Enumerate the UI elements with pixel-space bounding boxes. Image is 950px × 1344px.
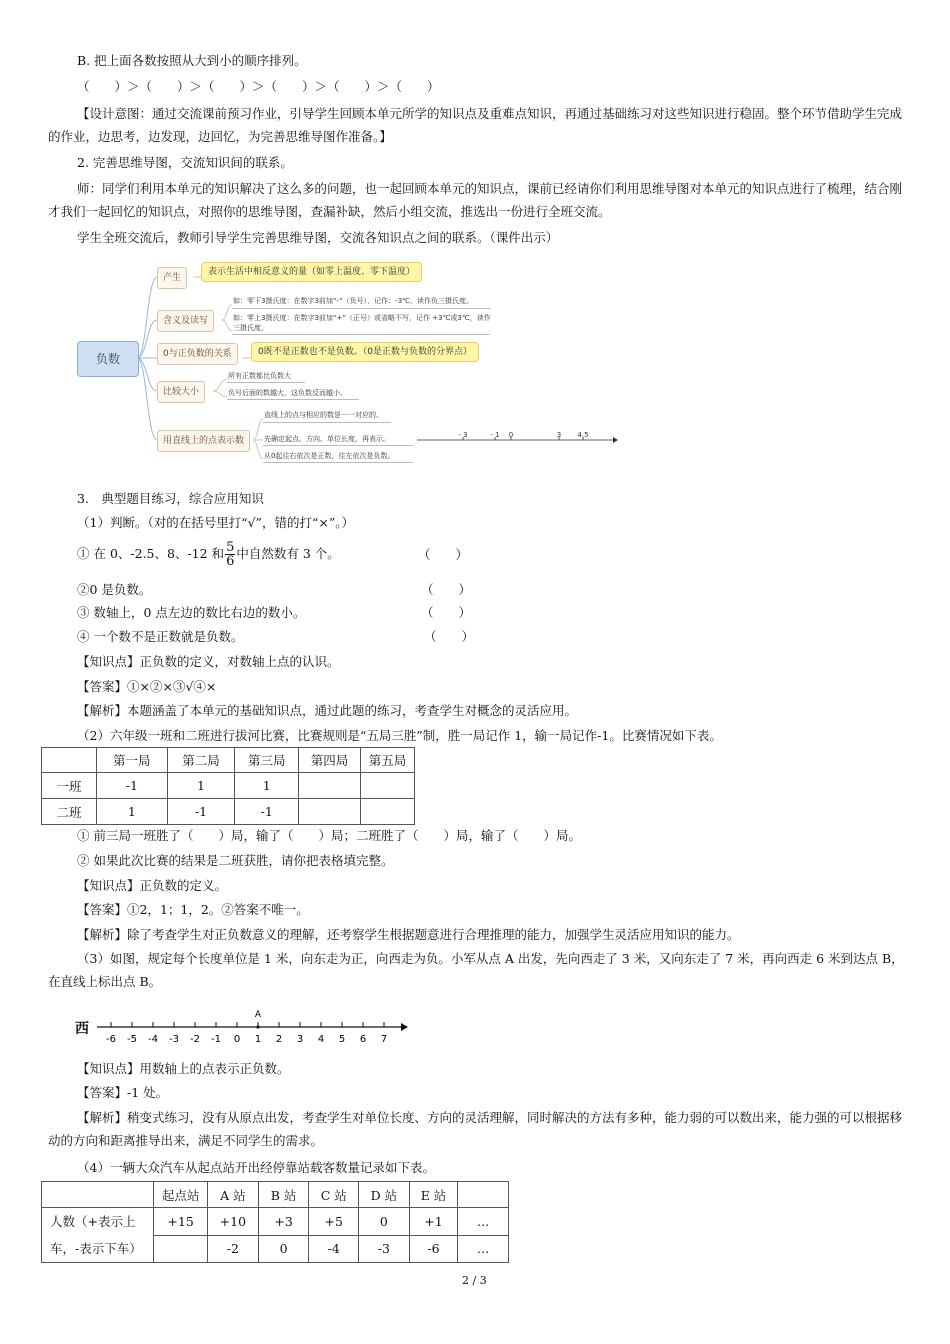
q1-item-4-paren[interactable]: （ ） [424,629,475,644]
students-paragraph: 学生全班交流后，教师引导学生完善思维导图，交流各知识点之间的联系。（课件出示） [77,230,559,245]
mm-underline [263,422,391,423]
mm-axis-label: - 1 [490,431,500,439]
number-line-tick-label: 1 [254,1034,262,1045]
q3-number-line [75,1005,415,1050]
number-line-svg [75,1005,415,1050]
mm-compare-text-1: 所有正数都比负数大 [228,372,291,380]
teacher-paragraph: 师：同学们利用本单元的知识解决了这么多的问题，也一起回顾本单元的知识点，课前已经请你们利用思维导图对本单元的知识点进行了梳理，结合刚才我们一起回忆的知识点，对照你的思维导图，查漏补缺，然后小组交流，推选出一份进行全班交流。 [48,181,903,219]
q1-item-4: ④ 一个数不是正数就是负数。 [77,629,244,644]
table-cell-blank[interactable] [299,799,361,825]
table-header-cell: 第一局 [97,748,168,773]
section-3-title: 3. 典型题目练习，综合应用知识 [77,491,264,506]
table-cell-blank[interactable] [360,773,414,799]
table-cell: +10 [207,1208,258,1236]
fraction-denominator: 6 [226,554,235,569]
q1-item-1-paren[interactable]: （ ） [418,547,469,562]
number-line-arrow [401,1023,408,1031]
fraction-numerator: 5 [226,540,235,555]
mm-nl-text-1: 直线上的点与相应的数是一一对应的。 [264,411,383,419]
q3-knowledge-point: 【知识点】用数轴上的点表示正负数。 [77,1061,290,1076]
table-header-cell: E 站 [409,1182,458,1208]
table-cell-blank[interactable] [360,799,414,825]
fraction-5-6 [225,541,235,568]
mm-meaning-text-2b: 三摄氏度。 [233,324,268,332]
table-cell: +1 [409,1208,458,1236]
bus-passenger-table [41,1181,509,1263]
q1-item-1-text-b: 中自然数有 3 个。 [236,546,340,561]
q3-analysis: 【解析】稍变式练习，没有从原点出发，考查学生对单位长度、方向的灵活理解，同时解决的方法有多种，能力弱的可以数出来，能力强的可以根据移动的方向和距离推导出来，满足不同学生的需求。 [48,1110,903,1148]
tug-of-war-table [41,747,415,825]
number-line-tick-label: -5 [127,1034,137,1045]
table-cell: -1 [97,773,168,799]
q2-part-1: ① 前三局一班胜了（ ）局，输了（ ）局；二班胜了（ ）局，输了（ ）局。 [77,828,581,843]
table-cell: -1 [167,799,235,825]
q2-analysis: 【解析】除了考查学生对正负数意义的理解，还考察学生根据题意进行合理推理的能力，加强学生灵活应用知识的能力。 [77,927,740,942]
table-cell: -6 [409,1235,458,1263]
table-cell: +5 [309,1208,359,1236]
number-line-tick-label: 6 [359,1034,367,1045]
mm-axis-label: 3 [556,431,562,439]
q1-knowledge-point: 【知识点】正负数的定义，对数轴上点的认识。 [77,654,340,669]
mm-underline [227,399,359,400]
table-row [42,1208,509,1236]
mind-map [75,263,620,468]
row-label: 人数（+表示上车，-表示下车） [42,1208,154,1263]
mm-branch-compare: 比较大小 [157,381,205,403]
table-cell: … [458,1208,509,1236]
section-2-title: 2. 完善思维导图，交流知识间的联系。 [77,155,293,170]
point-a-label: A [254,1010,262,1020]
mm-compare-text-2: 负号后面的数越大，这负数反而越小。 [228,389,347,397]
q1-item-2: ②0 是负数。 [77,582,152,597]
q1-item-3-paren[interactable]: （ ） [421,605,472,620]
mm-underline [263,445,413,446]
table-cell: 1 [97,799,168,825]
mm-branch-origin: 产生 [157,267,187,289]
table-header-cell: B 站 [258,1182,309,1208]
b-title: B. 把上面各数按照从大到小的顺序排列。 [77,53,307,68]
table-header-cell: 第五局 [360,748,414,773]
q2-knowledge-point: 【知识点】正负数的定义。 [77,878,228,893]
number-line-tick-label: 4 [317,1034,325,1045]
mm-underline [232,308,490,309]
number-line-tick-label: -4 [148,1034,158,1045]
table-cell: 1 [167,773,235,799]
page-number: 2 / 3 [462,1274,487,1287]
q2-part-2: ② 如果此次比赛的结果是二班获胜，请你把表格填完整。 [77,853,394,868]
table-header-cell: 起点站 [154,1182,208,1208]
table-header-cell [458,1182,509,1208]
number-line-tick-label: -2 [190,1034,200,1045]
table-row [42,799,415,825]
table-cell [154,1235,208,1263]
table-cell: -1 [235,799,299,825]
table-cell: -4 [309,1235,359,1263]
q3-intro: （3）如图，规定每个长度单位是 1 米，向东走为正，向西走为负。小军从点 A 出发，先向西走了 3 米，又向东走了 7 米，再向西走 6 米到达点 B，在直线上标出点 B。 [48,951,904,989]
table-row [42,773,415,799]
number-line-tick-label: 2 [275,1034,283,1045]
mm-branch-meaning: 含义及读写 [157,310,214,332]
design-intent: 【设计意图：通过交流课前预习作业，引导学生回顾本单元所学的知识点及重难点知识，再通过基础练习对这些知识进行稳固。整个环节借助学生完成的作业，边思考，边发现，边回忆，为完善思维导图作准备。】 [48,106,903,144]
table-header-cell: C 站 [309,1182,359,1208]
mm-nl-text-3: 从0起往右依次是正数，往左依次是负数。 [264,452,395,460]
table-cell: 0 [258,1235,309,1263]
mm-axis-label: - 3 [458,431,468,439]
west-label: 西 [75,1021,89,1037]
mm-meaning-text-1: 如：零下3摄氏度：在数字3前加“-”（负号），记作：-3℃，读作负三摄氏度。 [233,297,474,305]
mm-note-zero: 0既不是正数也不是负数。（0是正数与负数的分界点） [251,342,479,362]
table-header-cell: D 站 [359,1182,410,1208]
table-header-cell: 第二局 [167,748,235,773]
number-line-tick-label: -1 [211,1034,221,1045]
q1-item-2-paren[interactable]: （ ） [421,582,472,597]
mm-axis-label: 0 [508,431,514,439]
table-cell: +3 [258,1208,309,1236]
table-header-cell: 第四局 [299,748,361,773]
mm-branch-numberline: 用直线上的点表示数 [157,430,250,452]
q1-intro: （1）判断。（对的在括号里打“√”，错的打“×”。） [77,515,354,530]
mm-underline [227,382,305,383]
table-cell: -2 [207,1235,258,1263]
mm-note-origin: 表示生活中相反意义的量（如零上温度、零下温度） [201,262,422,282]
mm-meaning-text-2a: 如：零上3摄氏度：在数字3前加“+”（正号）或省略不写，记作 +3℃或3℃，读作 [233,314,491,322]
number-line-tick-label: 7 [380,1034,388,1045]
number-line-tick-label: -3 [169,1034,179,1045]
table-cell: 一班 [42,773,97,799]
q1-item-3: ③ 数轴上，0 点左边的数比右边的数小。 [77,605,306,620]
table-cell: 0 [359,1208,410,1236]
table-cell: 1 [235,773,299,799]
mm-branch-zero: 0与正负数的关系 [157,343,238,365]
point-a-marker [256,1025,259,1028]
number-line-tick-label: 3 [296,1034,304,1045]
b-blanks: （ ）＞（ ）＞（ ）＞（ ）＞（ ）＞（ ） [77,79,440,94]
q1-item-1 [77,540,340,568]
table-cell: … [458,1235,509,1263]
mm-axis-label: 4.5 [577,431,589,439]
q4-intro: （4）一辆大众汽车从起点站开出经停靠站载客数量记录如下表。 [77,1160,435,1175]
table-cell: -3 [359,1235,410,1263]
table-cell: +15 [154,1208,208,1236]
mm-underline [263,462,413,463]
table-header-cell: 第三局 [235,748,299,773]
table-header-cell: A 站 [207,1182,258,1208]
q2-intro: （2）六年级一班和二班进行拔河比赛，比赛规则是“五局三胜”制，胜一局记作 1，输一局记作-1。比赛情况如下表。 [77,728,722,743]
number-line-tick-label: 0 [233,1034,241,1045]
table-header-cell [42,748,97,773]
table-cell: 二班 [42,799,97,825]
mm-nl-text-2: 先确定起点、方向、单位长度，再表示。 [264,435,390,443]
table-header-cell [42,1182,154,1208]
q1-analysis: 【解析】本题涵盖了本单元的基础知识点，通过此题的练习，考查学生对概念的灵活应用。 [77,703,578,718]
mm-underline [232,334,490,335]
q1-item-1-text-a: ① 在 0、-2.5、8、-12 和 [77,546,225,561]
q3-answer: 【答案】-1 处。 [77,1085,169,1100]
table-cell-blank[interactable] [299,773,361,799]
number-line-tick-label: -6 [106,1034,116,1045]
number-line-tick-label: 5 [338,1034,346,1045]
q2-answer: 【答案】①2，1；1，2。②答案不唯一。 [77,902,309,917]
q1-answer: 【答案】①×②×③√④× [77,679,217,694]
mind-map-root: 负数 [77,341,139,377]
